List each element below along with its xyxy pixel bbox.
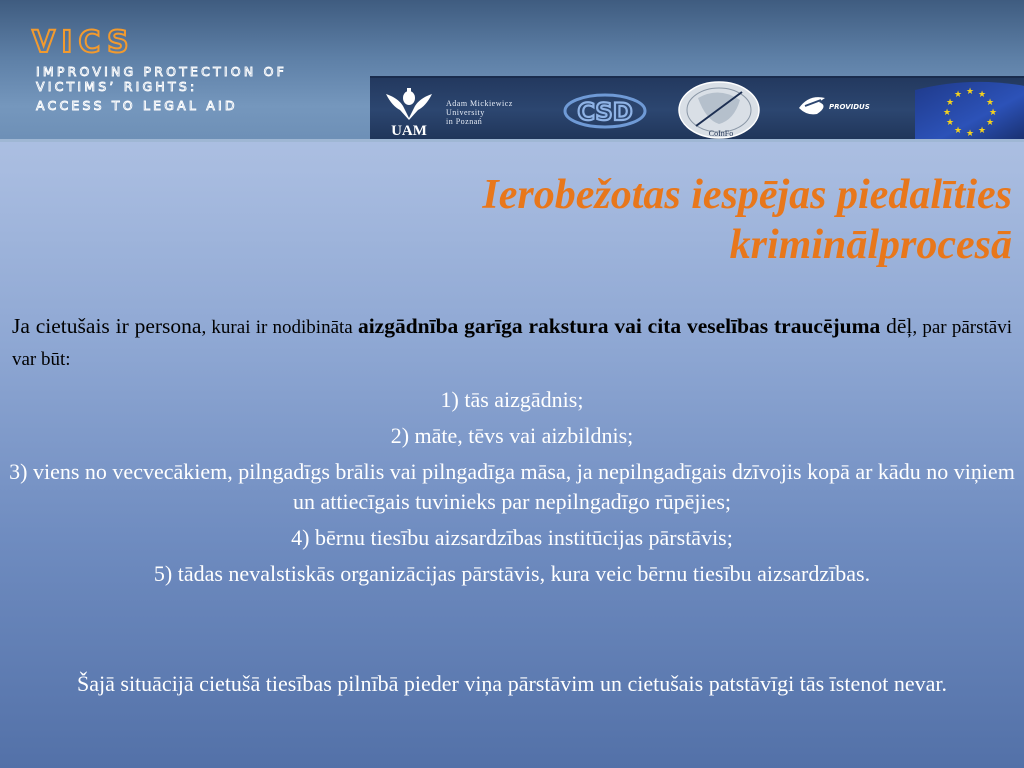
slide-title bbox=[212, 170, 1012, 270]
csd-text: CSD bbox=[577, 98, 633, 126]
tagline-line-2: VICTIMS’ RIGHTS: bbox=[36, 79, 198, 94]
svg-text:★: ★ bbox=[965, 129, 975, 139]
header-banner bbox=[0, 0, 1024, 142]
uam-university-name bbox=[446, 99, 513, 126]
svg-text:★: ★ bbox=[965, 87, 975, 97]
coinfo-seal-logo bbox=[676, 80, 762, 140]
uam-name-line-2: University bbox=[446, 108, 485, 117]
uam-mark-text: UAM bbox=[391, 123, 427, 138]
providus-text: PROVIDUS bbox=[829, 103, 870, 111]
intro-part-1: Ja cietušais ir persona bbox=[12, 314, 202, 338]
svg-text:★: ★ bbox=[988, 108, 998, 118]
tagline-line-3: ACCESS TO LEGAL AID bbox=[36, 98, 238, 113]
uam-name-line-1: Adam Mickiewicz bbox=[446, 99, 513, 108]
representatives-list bbox=[8, 385, 1016, 595]
svg-text:★: ★ bbox=[945, 118, 955, 128]
list-item: 5) tādas nevalstiskās organizācijas pārstāvis, kura veic bērnu tiesību aizsardzības. bbox=[153, 561, 871, 586]
partner-logos-strip bbox=[370, 76, 1024, 142]
conclusion-paragraph: Šajā situācijā cietušā tiesības pilnībā pieder viņa pārstāvim un cietušais patstāvīgi tās īstenot nevar. bbox=[77, 671, 947, 696]
uam-name-line-3: in Poznań bbox=[446, 117, 483, 126]
intro-part-2: , kurai ir nodibināta bbox=[201, 317, 358, 338]
tagline-line-1: IMPROVING PROTECTION OF bbox=[36, 64, 287, 79]
intro-paragraph bbox=[12, 311, 1012, 375]
svg-text:★: ★ bbox=[985, 118, 995, 128]
intro-part-4: , par pārstāvi var būt: bbox=[12, 317, 1012, 370]
vics-logo: VICS bbox=[32, 25, 135, 60]
intro-part-3: dēļ bbox=[880, 314, 913, 338]
svg-text:★: ★ bbox=[977, 126, 987, 136]
intro-bold-phrase: aizgādnība garīga rakstura vai cita veselības traucējuma bbox=[357, 314, 881, 338]
svg-text:★: ★ bbox=[945, 98, 955, 108]
slide-title-line-1: Ierobežotas iespējas piedalīties bbox=[482, 172, 1012, 218]
svg-text:★: ★ bbox=[942, 108, 952, 118]
list-item: 1) tās aizgādnis; bbox=[440, 387, 584, 412]
providus-logo bbox=[795, 90, 877, 120]
project-tagline bbox=[36, 64, 287, 113]
list-item: 4) bērnu tiesību aizsardzības institūcijas pārstāvis; bbox=[291, 525, 733, 550]
coinfo-text: CoInFo bbox=[708, 129, 734, 138]
svg-text:★: ★ bbox=[953, 126, 963, 136]
list-item: 2) māte, tēvs vai aizbildnis; bbox=[390, 423, 634, 448]
svg-text:★: ★ bbox=[977, 90, 987, 100]
slide-title-line-2: kriminālprocesā bbox=[729, 222, 1012, 268]
svg-text:★: ★ bbox=[985, 98, 995, 108]
list-item: 3) viens no vecvecākiem, pilngadīgs brālis vai pilngadīga māsa, ja nepilngadīgais dzīvojis kopā ar kādu no viņiem un attiecīgais tuvinieks par nepilngadīgo rūpējies; bbox=[9, 459, 1015, 514]
csd-logo bbox=[562, 92, 648, 130]
svg-text:★: ★ bbox=[953, 90, 963, 100]
uam-eagle-logo bbox=[380, 84, 438, 138]
eu-flag-icon bbox=[915, 80, 1024, 140]
